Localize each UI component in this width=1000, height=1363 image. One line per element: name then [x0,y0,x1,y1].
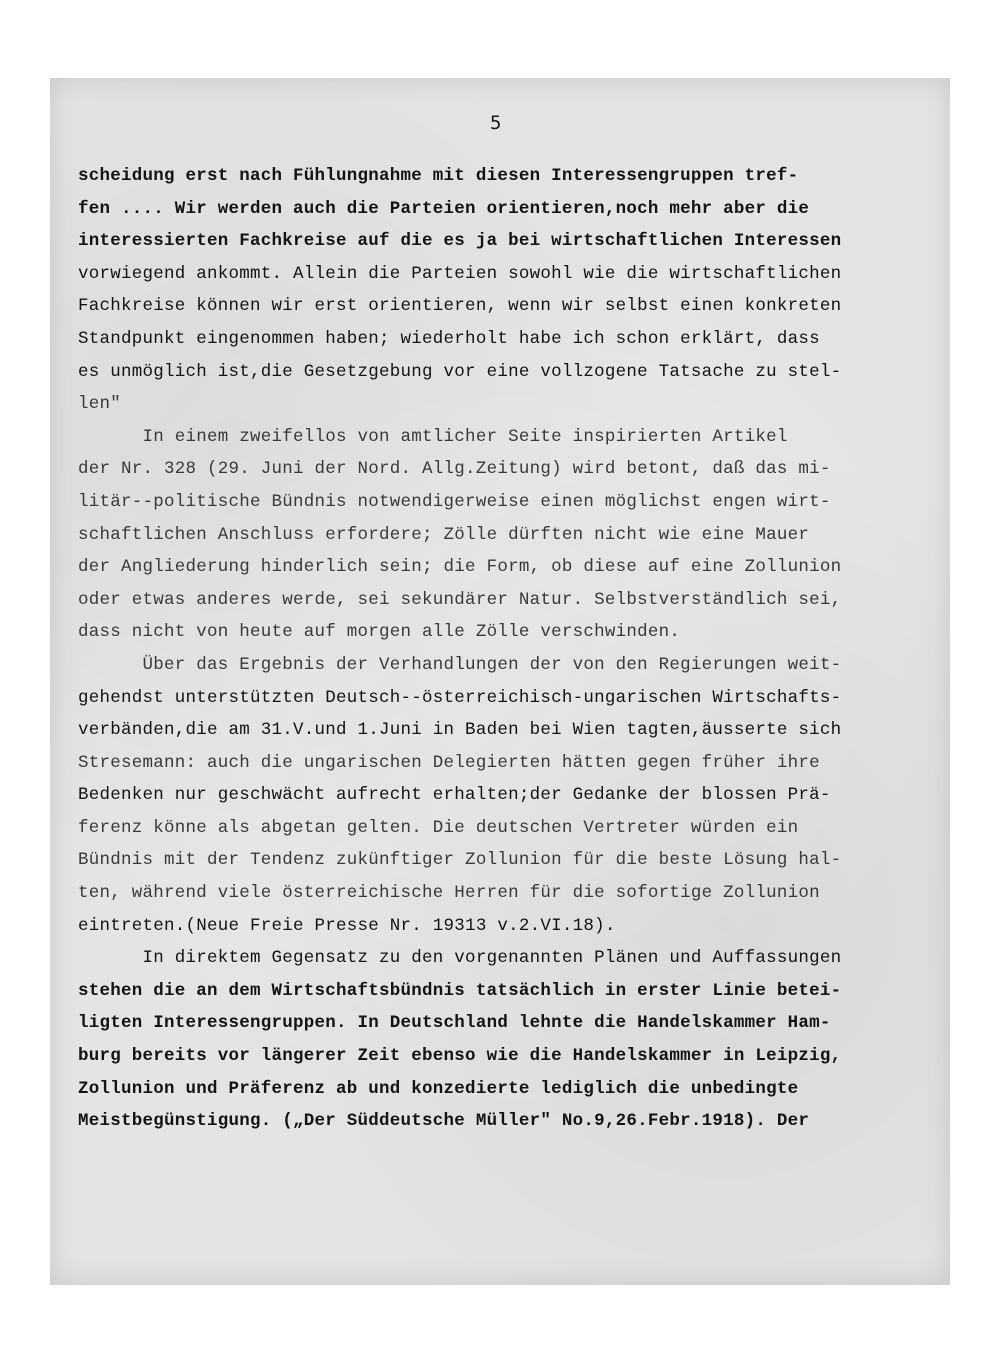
text-line-29: Zollunion und Präferenz ab und konzedierte lediglich die unbedingte [78,1078,799,1099]
text-line-5: Fachkreise können wir erst orientieren, wenn wir selbst einen konkreten [78,296,842,317]
text-line-16: Über das Ergebnis der Verhandlungen der von den Regierungen weit- [78,654,842,675]
text-line-12: schaftlichen Anschluss erfordere; Zölle dürften nicht wie eine Mauer [78,524,810,545]
text-line-14: oder etwas anderes werde, sei sekundärer Natur. Selbstverständlich sei, [78,589,842,610]
text-line-25: In direktem Gegensatz zu den vorgenannten Plänen und Auffassungen [78,948,842,969]
text-line-15: dass nicht von heute auf morgen alle Zölle verschwinden. [78,622,681,643]
text-line-8: len" [78,394,122,415]
text-line-19: Stresemann: auch die ungarischen Delegierten hätten gegen früher ihre [78,752,820,773]
text-line-17: gehendst unterstützten Deutsch--österreichisch-ungarischen Wirtschafts- [78,687,842,708]
body-text [78,160,928,1138]
text-line-28: burg bereits vor längerer Zeit ebenso wie die Handelskammer in Leipzig, [78,1046,842,1067]
text-line-24: eintreten.(Neue Freie Presse Nr. 19313 v.2.VI.18). [78,915,616,936]
text-line-7: es unmöglich ist,die Gesetzgebung vor eine vollzogene Tatsache zu stel- [78,361,842,382]
text-line-2: fen .... Wir werden auch die Parteien orientieren,noch mehr aber die [78,198,810,219]
text-line-10: der Nr. 328 (29. Juni der Nord. Allg.Zeitung) wird betont, daß das mi- [78,459,831,480]
page-number: 5 [490,112,502,134]
text-line-3: interessierten Fachkreise auf die es ja bei wirtschaftlichen Interessen [78,231,842,252]
text-line-23: ten, während viele österreichische Herren für die sofortige Zollunion [78,883,820,904]
text-line-20: Bedenken nur geschwächt aufrecht erhalten;der Gedanke der blossen Prä- [78,785,831,806]
text-line-1: scheidung erst nach Fühlungnahme mit diesen Interessengruppen tref- [78,166,799,186]
text-line-6: Standpunkt eingenommen haben; wiederholt habe ich schon erklärt, dass [78,328,820,349]
text-line-30: Meistbegünstigung. („Der Süddeutsche Müller" No.9,26.Febr.1918). Der [78,1111,810,1132]
text-line-9: In einem zweifellos von amtlicher Seite inspirierten Artikel [78,426,788,447]
text-line-13: der Angliederung hinderlich sein; die Form, ob diese auf eine Zollunion [78,557,842,578]
text-line-18: verbänden,die am 31.V.und 1.Juni in Baden bei Wien tagten,äusserte sich [78,720,842,741]
text-line-21: ferenz könne als abgetan gelten. Die deutschen Vertreter würden ein [78,817,799,838]
text-line-26: stehen die an dem Wirtschaftsbündnis tatsächlich in erster Linie betei- [78,980,842,1001]
text-line-4: vorwiegend ankommt. Allein die Parteien sowohl wie die wirtschaftlichen [78,263,842,284]
text-line-22: Bündnis mit der Tendenz zukünftiger Zollunion für die beste Lösung hal- [78,850,842,871]
text-line-27: ligten Interessengruppen. In Deutschland lehnte die Handelskammer Ham- [78,1013,831,1034]
text-line-11: litär--politische Bündnis notwendigerweise einen möglichst engen wirt- [78,491,831,512]
